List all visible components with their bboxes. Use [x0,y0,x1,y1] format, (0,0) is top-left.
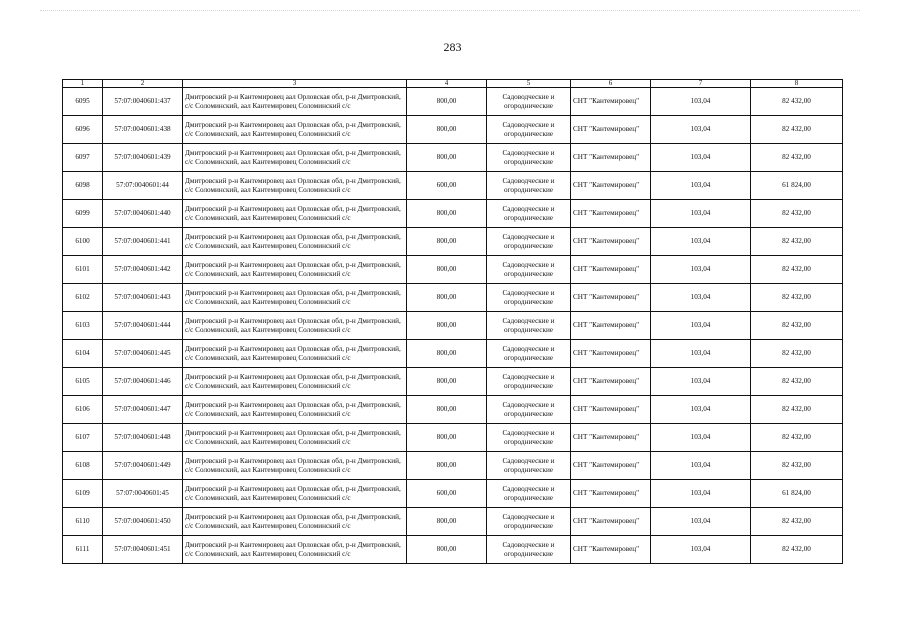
cadastral-number: 57:07:0040601:439 [103,144,183,172]
table-row [63,340,843,368]
cadastral-number: 57:07:0040601:441 [103,228,183,256]
cadastral-number: 57:07:0040601:437 [103,88,183,116]
page-number: 283 [443,40,462,54]
organization-cell: СНТ "Кантемировец" [571,144,651,172]
organization-cell: СНТ "Кантемировец" [571,508,651,536]
organization-cell: СНТ "Кантемировец" [571,312,651,340]
column-header: 8 [751,80,843,88]
address-cell: Дмитровский р-н Кантемировец аал Орловская обл, р-н Дмитровский, с/с Соломинский, аал Кантемировец Соломинский с/с [183,312,407,340]
unit-price-cell: 103,04 [651,88,751,116]
area-cell: 800,00 [407,284,487,312]
address-cell: Дмитровский р-н Кантемировец аал Орловская обл, р-н Дмитровский, с/с Соломинский, аал Кантемировец Соломинский с/с [183,172,407,200]
row-number: 6101 [63,256,103,284]
cadastral-value-cell: 82 432,00 [751,396,843,424]
column-header: 1 [63,80,103,88]
land-use-cell: Садоводческие и огороднические [487,88,571,116]
land-use-cell: Садоводческие и огороднические [487,536,571,564]
address-cell: Дмитровский р-н Кантемировец аал Орловская обл, р-н Дмитровский, с/с Соломинский, аал Кантемировец Соломинский с/с [183,480,407,508]
unit-price-cell: 103,04 [651,172,751,200]
table-row [63,508,843,536]
cadastral-value-cell: 82 432,00 [751,256,843,284]
address-cell: Дмитровский р-н Кантемировец аал Орловская обл, р-н Дмитровский, с/с Соломинский, аал Кантемировец Соломинский с/с [183,340,407,368]
column-header: 7 [651,80,751,88]
unit-price-cell: 103,04 [651,396,751,424]
table-row [63,368,843,396]
address-cell: Дмитровский р-н Кантемировец аал Орловская обл, р-н Дмитровский, с/с Соломинский, аал Кантемировец Соломинский с/с [183,228,407,256]
table-row [63,144,843,172]
unit-price-cell: 103,04 [651,508,751,536]
cadastral-value-cell: 82 432,00 [751,284,843,312]
land-use-cell: Садоводческие и огороднические [487,396,571,424]
address-cell: Дмитровский р-н Кантемировец аал Орловская обл, р-н Дмитровский, с/с Соломинский, аал Кантемировец Соломинский с/с [183,116,407,144]
unit-price-cell: 103,04 [651,256,751,284]
cadastral-number: 57:07:0040601:448 [103,424,183,452]
cadastral-number: 57:07:0040601:451 [103,536,183,564]
cadastral-number: 57:07:0040601:440 [103,200,183,228]
table-row [63,116,843,144]
organization-cell: СНТ "Кантемировец" [571,256,651,284]
registry-body [63,88,843,564]
cadastral-number: 57:07:0040601:438 [103,116,183,144]
address-cell: Дмитровский р-н Кантемировец аал Орловская обл, р-н Дмитровский, с/с Соломинский, аал Кантемировец Соломинский с/с [183,368,407,396]
cadastral-number: 57:07:0040601:44 [103,172,183,200]
address-cell: Дмитровский р-н Кантемировец аал Орловская обл, р-н Дмитровский, с/с Соломинский, аал Кантемировец Соломинский с/с [183,284,407,312]
unit-price-cell: 103,04 [651,144,751,172]
address-cell: Дмитровский р-н Кантемировец аал Орловская обл, р-н Дмитровский, с/с Соломинский, аал Кантемировец Соломинский с/с [183,200,407,228]
row-number: 6108 [63,452,103,480]
area-cell: 800,00 [407,256,487,284]
organization-cell: СНТ "Кантемировец" [571,452,651,480]
area-cell: 800,00 [407,368,487,396]
table-row [63,228,843,256]
address-cell: Дмитровский р-н Кантемировец аал Орловская обл, р-н Дмитровский, с/с Соломинский, аал Кантемировец Соломинский с/с [183,536,407,564]
land-use-cell: Садоводческие и огороднические [487,256,571,284]
land-use-cell: Садоводческие и огороднические [487,480,571,508]
unit-price-cell: 103,04 [651,536,751,564]
row-number: 6109 [63,480,103,508]
cadastral-number: 57:07:0040601:449 [103,452,183,480]
land-use-cell: Садоводческие и огороднические [487,312,571,340]
land-use-cell: Садоводческие и огороднические [487,284,571,312]
cadastral-value-cell: 82 432,00 [751,312,843,340]
address-cell: Дмитровский р-н Кантемировец аал Орловская обл, р-н Дмитровский, с/с Соломинский, аал Кантемировец Соломинский с/с [183,256,407,284]
address-cell: Дмитровский р-н Кантемировец аал Орловская обл, р-н Дмитровский, с/с Соломинский, аал Кантемировец Соломинский с/с [183,144,407,172]
table-row [63,284,843,312]
land-use-cell: Садоводческие и огороднические [487,200,571,228]
table-row [63,536,843,564]
row-number: 6095 [63,88,103,116]
land-use-cell: Садоводческие и огороднические [487,144,571,172]
cadastral-number: 57:07:0040601:447 [103,396,183,424]
area-cell: 800,00 [407,144,487,172]
row-number: 6098 [63,172,103,200]
column-header: 2 [103,80,183,88]
table-row [63,88,843,116]
column-header: 6 [571,80,651,88]
row-number: 6111 [63,536,103,564]
cadastral-number: 57:07:0040601:45 [103,480,183,508]
cadastral-value-cell: 82 432,00 [751,144,843,172]
address-cell: Дмитровский р-н Кантемировец аал Орловская обл, р-н Дмитровский, с/с Соломинский, аал Кантемировец Соломинский с/с [183,452,407,480]
table-row [63,256,843,284]
row-number: 6107 [63,424,103,452]
cadastral-value-cell: 82 432,00 [751,452,843,480]
cadastral-number: 57:07:0040601:445 [103,340,183,368]
area-cell: 800,00 [407,312,487,340]
unit-price-cell: 103,04 [651,452,751,480]
table-row [63,312,843,340]
organization-cell: СНТ "Кантемировец" [571,172,651,200]
land-use-cell: Садоводческие и огороднические [487,116,571,144]
organization-cell: СНТ "Кантемировец" [571,88,651,116]
cadastral-value-cell: 61 824,00 [751,480,843,508]
address-cell: Дмитровский р-н Кантемировец аал Орловская обл, р-н Дмитровский, с/с Соломинский, аал Кантемировец Соломинский с/с [183,508,407,536]
cadastral-value-cell: 82 432,00 [751,340,843,368]
table-row [63,200,843,228]
row-number: 6102 [63,284,103,312]
table-row [63,452,843,480]
cadastral-value-cell: 82 432,00 [751,424,843,452]
cadastral-value-cell: 82 432,00 [751,88,843,116]
unit-price-cell: 103,04 [651,284,751,312]
cadastral-number: 57:07:0040601:443 [103,284,183,312]
unit-price-cell: 103,04 [651,480,751,508]
row-number: 6110 [63,508,103,536]
organization-cell: СНТ "Кантемировец" [571,284,651,312]
organization-cell: СНТ "Кантемировец" [571,200,651,228]
column-number-row [63,80,843,88]
cadastral-value-cell: 82 432,00 [751,536,843,564]
area-cell: 800,00 [407,340,487,368]
land-use-cell: Садоводческие и огороднические [487,508,571,536]
column-header: 3 [183,80,407,88]
land-use-cell: Садоводческие и огороднические [487,452,571,480]
cadastral-number: 57:07:0040601:444 [103,312,183,340]
area-cell: 800,00 [407,536,487,564]
unit-price-cell: 103,04 [651,368,751,396]
table-row [63,424,843,452]
row-number: 6096 [63,116,103,144]
row-number: 6105 [63,368,103,396]
cadastral-number: 57:07:0040601:446 [103,368,183,396]
unit-price-cell: 103,04 [651,312,751,340]
unit-price-cell: 103,04 [651,424,751,452]
cadastral-value-cell: 82 432,00 [751,116,843,144]
area-cell: 600,00 [407,480,487,508]
unit-price-cell: 103,04 [651,340,751,368]
unit-price-cell: 103,04 [651,228,751,256]
organization-cell: СНТ "Кантемировец" [571,340,651,368]
organization-cell: СНТ "Кантемировец" [571,396,651,424]
cadastral-value-cell: 61 824,00 [751,172,843,200]
cadastral-value-cell: 82 432,00 [751,200,843,228]
organization-cell: СНТ "Кантемировец" [571,536,651,564]
land-use-cell: Садоводческие и огороднические [487,172,571,200]
organization-cell: СНТ "Кантемировец" [571,228,651,256]
organization-cell: СНТ "Кантемировец" [571,424,651,452]
land-use-cell: Садоводческие и огороднические [487,340,571,368]
scan-artifact [40,10,860,17]
address-cell: Дмитровский р-н Кантемировец аал Орловская обл, р-н Дмитровский, с/с Соломинский, аал Кантемировец Соломинский с/с [183,88,407,116]
row-number: 6097 [63,144,103,172]
row-number: 6104 [63,340,103,368]
cadastral-value-cell: 82 432,00 [751,368,843,396]
table-row [63,396,843,424]
unit-price-cell: 103,04 [651,116,751,144]
table-row [63,172,843,200]
organization-cell: СНТ "Кантемировец" [571,480,651,508]
organization-cell: СНТ "Кантемировец" [571,116,651,144]
area-cell: 800,00 [407,396,487,424]
cadastral-number: 57:07:0040601:450 [103,508,183,536]
area-cell: 600,00 [407,172,487,200]
land-use-cell: Садоводческие и огороднические [487,228,571,256]
cadastral-value-cell: 82 432,00 [751,228,843,256]
area-cell: 800,00 [407,228,487,256]
table-row [63,480,843,508]
land-use-cell: Садоводческие и огороднические [487,368,571,396]
column-header: 4 [407,80,487,88]
area-cell: 800,00 [407,116,487,144]
unit-price-cell: 103,04 [651,200,751,228]
area-cell: 800,00 [407,452,487,480]
area-cell: 800,00 [407,508,487,536]
land-registry-table [62,79,843,564]
column-header: 5 [487,80,571,88]
row-number: 6099 [63,200,103,228]
row-number: 6106 [63,396,103,424]
row-number: 6100 [63,228,103,256]
cadastral-number: 57:07:0040601:442 [103,256,183,284]
area-cell: 800,00 [407,424,487,452]
land-use-cell: Садоводческие и огороднические [487,424,571,452]
address-cell: Дмитровский р-н Кантемировец аал Орловская обл, р-н Дмитровский, с/с Соломинский, аал Кантемировец Соломинский с/с [183,424,407,452]
area-cell: 800,00 [407,200,487,228]
address-cell: Дмитровский р-н Кантемировец аал Орловская обл, р-н Дмитровский, с/с Соломинский, аал Кантемировец Соломинский с/с [183,396,407,424]
row-number: 6103 [63,312,103,340]
area-cell: 800,00 [407,88,487,116]
organization-cell: СНТ "Кантемировец" [571,368,651,396]
cadastral-value-cell: 82 432,00 [751,508,843,536]
